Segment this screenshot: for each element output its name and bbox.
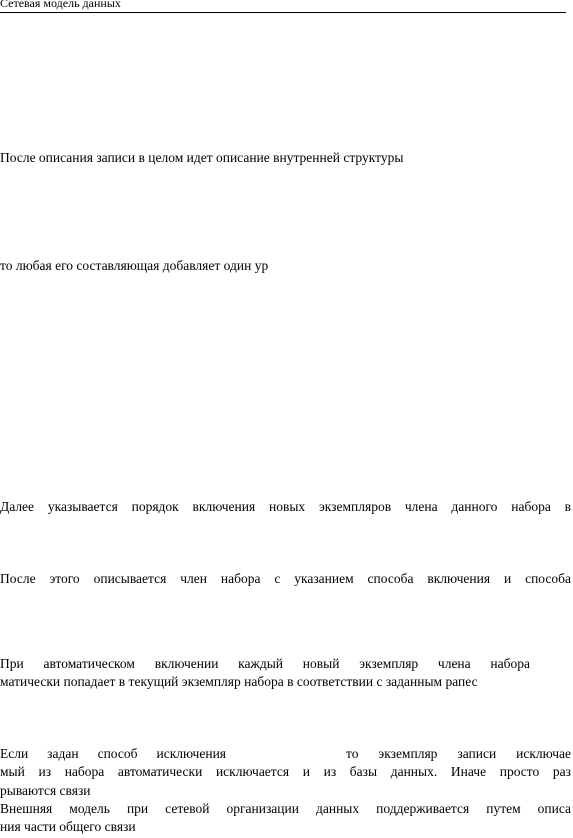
paragraph-line-7 xyxy=(0,746,571,762)
paragraph-line-1: После описания записи в целом идет описание внутренней структуры xyxy=(0,150,404,165)
record-excluded-text: то экземпляр записи исключае xyxy=(346,746,571,761)
exclusion-method-text: Если задан способ исключения xyxy=(0,746,226,761)
paragraph-line-10: Внешняя модель при сетевой организации данных поддерживается путем описа xyxy=(0,801,571,816)
paragraph-line-11: ния части общего связи xyxy=(0,819,136,834)
paragraph-line-8: мый из набора автоматически исключается и из базы данных. Иначе просто раз xyxy=(0,764,571,779)
header-title: Сетевая модель данных xyxy=(0,0,121,10)
paragraph-line-2: то любая его составляющая добавляет один ур xyxy=(0,258,269,273)
paragraph-line-4: После этого описывается член набора с указанием способа включения и способа xyxy=(0,571,571,586)
paragraph-line-5: При автоматическом включении каждый новый экземпляр члена набора xyxy=(0,656,530,671)
paragraph-line-9: рываются связи xyxy=(0,783,91,798)
paragraph-line-3: Далее указывается порядок включения новых экземпляров члена данного набора в xyxy=(0,499,571,514)
page-header xyxy=(0,0,566,13)
paragraph-line-6: матически попадает в текущий экземпляр набора в соответствии с заданным рапес xyxy=(0,674,478,689)
